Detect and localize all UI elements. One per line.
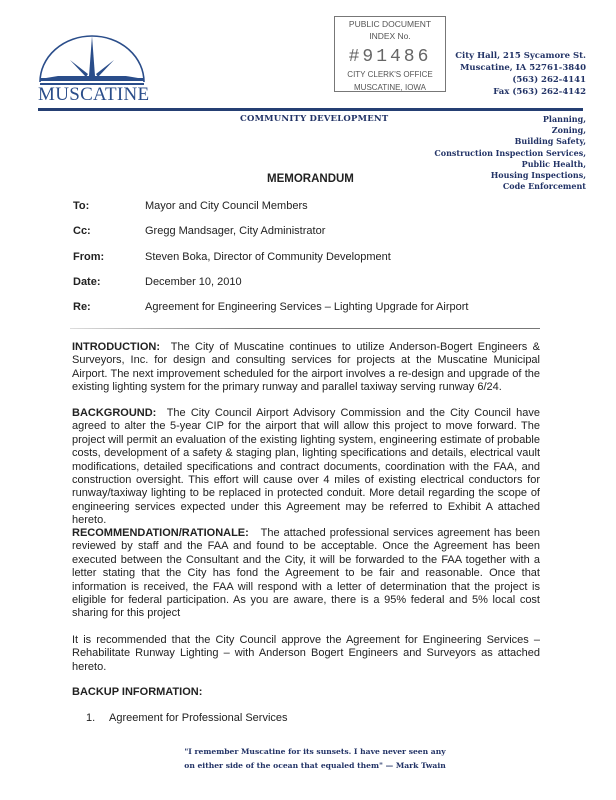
city-logo bbox=[38, 34, 150, 106]
re-value: Agreement for Engineering Services – Lighting Upgrade for Airport bbox=[145, 301, 469, 313]
phone-number: (563) 262-4141 bbox=[512, 75, 586, 85]
address-line: City Hall, 215 Sycamore St. bbox=[455, 51, 586, 61]
service-item: Planning, bbox=[542, 114, 586, 124]
service-item: Public Health, bbox=[521, 158, 586, 169]
cc-value: Gregg Mandsager, City Administrator bbox=[145, 225, 326, 237]
service-item: Construction Inspection Services, bbox=[434, 147, 586, 158]
quote-line: "I remember Muscatine for its sunsets. I have never seen any bbox=[184, 747, 446, 756]
backup-information-heading: BACKUP INFORMATION: bbox=[72, 686, 203, 698]
service-item: Code Enforcement bbox=[502, 181, 586, 192]
background-paragraph bbox=[72, 407, 540, 528]
public-document-stamp bbox=[334, 16, 446, 92]
backup-item-number: 1. bbox=[86, 712, 96, 724]
logo-wordmark: MUSCATINE bbox=[38, 84, 150, 105]
address-line: Muscatine, IA 52761-3840 bbox=[459, 63, 586, 73]
sunrise-emblem-icon bbox=[38, 34, 146, 86]
service-item: Zoning, bbox=[551, 125, 586, 136]
recommendation-statement: It is recommended that the City Council approve the Agreement for Engineering Services – Rehabilitate Runway Lighting – with Anderson Bogert Engineers and Surveyors as attached hereto. bbox=[72, 634, 540, 673]
city-hall-address bbox=[455, 50, 586, 98]
stamp-line-4: MUSCATINE, IOWA bbox=[354, 82, 426, 92]
letterhead-divider bbox=[38, 108, 583, 111]
service-item: Housing Inspections, bbox=[490, 170, 586, 181]
recommendation-heading: RECOMMENDATION/RATIONALE: bbox=[72, 527, 249, 539]
header-separator bbox=[70, 328, 540, 329]
stamp-index-number: #91486 bbox=[348, 47, 432, 67]
recommendation-paragraph bbox=[72, 527, 540, 621]
introduction-text: The City of Muscatine continues to utilize Anderson-Bogert Engineers & Surveyors, Inc. for design and consulting services for projects at the Muscatine Municipal Airport. The next improvement scheduled for the airport involves a re-design and upgrade of the existing lighting system for the primary runway and parallel taxiway serving runway 6/24. bbox=[72, 341, 540, 394]
stamp-line-2: INDEX No. bbox=[369, 31, 411, 41]
department-name: COMMUNITY DEVELOPMENT bbox=[240, 114, 389, 124]
recommendation-text: The attached professional services agreement has been reviewed by staff and the FAA and found to be acceptable. Once the Agreement has been executed between the Consultant and the City, it will be forwarded to the FAA together with a letter stating that the City has fond the Agreement to be fair and reasonable. Once that information is received, the FAA will respond with a letter of determination that the project is eligible for federal participation. As you are aware, there is a 95% federal and 5% local cost sharing for this project bbox=[72, 527, 540, 620]
re-label: Re: bbox=[73, 301, 91, 313]
quote-line: on either side of the ocean that equaled them" — Mark Twain bbox=[184, 761, 446, 770]
backup-item-text: Agreement for Professional Services bbox=[109, 712, 288, 724]
fax-number: Fax (563) 262-4142 bbox=[493, 87, 586, 97]
to-label: To: bbox=[73, 200, 90, 212]
memo-title: MEMORANDUM bbox=[267, 173, 354, 185]
background-text: The City Council Airport Advisory Commission and the City Council have agreed to alter the 5-year CIP for the airport that will allow this project to move forward. The project will permit an evaluation of the existing lighting system, engineering estimate of probable costs, development of a safety & staging plan, lighting specifications and details, electrical vault modifications, detailed specifications and contract documents, coordination with the FAA, and construction oversight. This effort will cause over 4 miles of existing electrical conductors for runway/taxiway lighting to be replaced in protected conduit. More detail regarding the scope of engineering services expected under this Agreement may be referred to Exhibit A attached hereto. bbox=[72, 407, 540, 527]
from-value: Steven Boka, Director of Community Development bbox=[145, 251, 391, 263]
stamp-line-3: CITY CLERK'S OFFICE bbox=[347, 70, 433, 79]
from-label: From: bbox=[73, 251, 105, 263]
background-heading: BACKGROUND: bbox=[72, 407, 157, 419]
to-value: Mayor and City Council Members bbox=[145, 200, 308, 212]
service-item: Building Safety, bbox=[514, 136, 586, 147]
footer-quote bbox=[150, 745, 480, 773]
stamp-line-1: PUBLIC DOCUMENT bbox=[348, 19, 432, 29]
cc-label: Cc: bbox=[73, 225, 91, 237]
introduction-heading: INTRODUCTION: bbox=[72, 341, 160, 353]
date-value: December 10, 2010 bbox=[145, 276, 242, 288]
date-label: Date: bbox=[73, 276, 101, 288]
introduction-paragraph bbox=[72, 341, 540, 395]
department-services-list bbox=[434, 114, 586, 192]
